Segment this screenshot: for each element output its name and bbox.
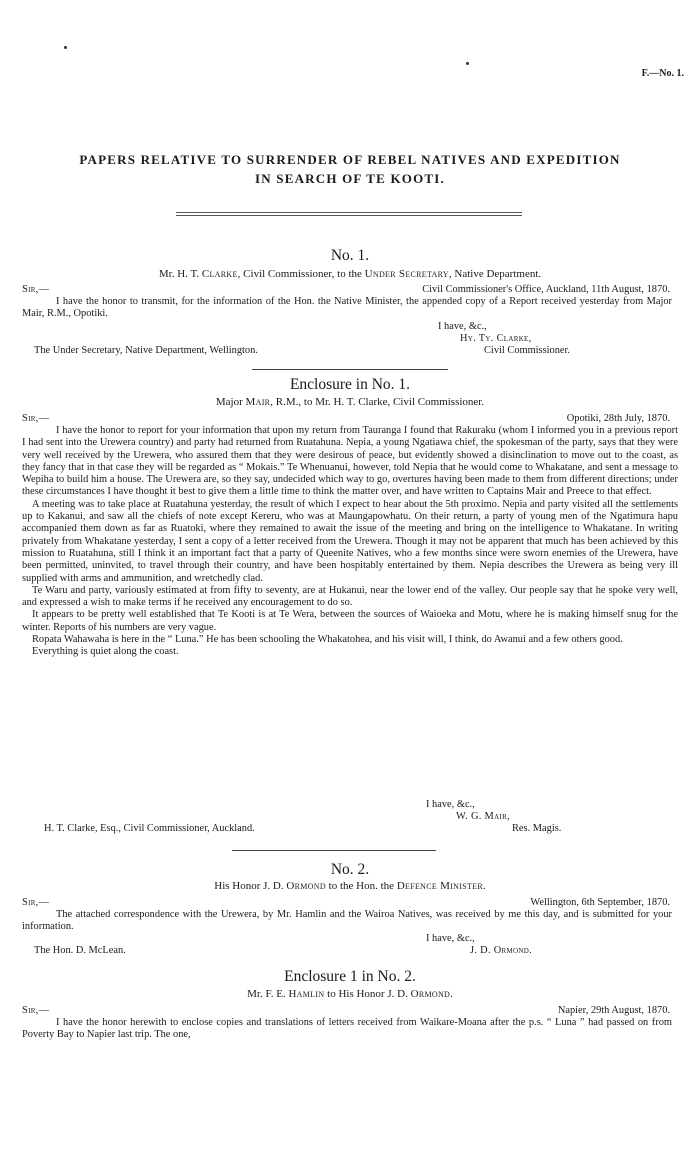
no2-signature: J. D. Ormond.	[470, 945, 532, 956]
no1-sign-title: Civil Commissioner.	[484, 345, 571, 356]
section-rule	[232, 850, 436, 851]
no1-from-line: Mr. H. T. Clarke, Civil Commissioner, to the Under Secretary, Native Department.	[158, 268, 542, 280]
no2-addressee: The Hon. D. McLean.	[34, 945, 126, 956]
no2-from-line: His Honor J. D. Ormond to the Hon. the Defence Minister.	[214, 880, 486, 892]
no1-salutation: Sir,—	[22, 284, 50, 295]
section-rule	[252, 369, 448, 370]
enc1-dateline: Opotiki, 28th July, 1870.	[566, 413, 670, 424]
title-line-1: PAPERS RELATIVE TO SURRENDER OF REBEL NATIVES AND EXPEDITION	[79, 152, 621, 167]
paragraph: Te Waru and party, variously estimated at from fifty to seventy, are at Hukanui, near the lower end of the valley. Our people say that he spoke very well, and expressed a wish to make terms if he received any encouragement to do so.	[22, 584, 678, 609]
no1-heading: No. 1.	[330, 247, 370, 264]
enc1-salutation: Sir,—	[22, 413, 50, 424]
paragraph: I have the honor to report for your information that upon my return from Tauranga I found that Rakuraku (whom I informed you in a previous report I had sent into the Urewera country) and party had returned from Ruatahuna. Nepia, a young Ngatiawa chief, the spokesman of the party, says that they were very well received by the Urewera, who assured them that they were desirous of peace, but evidently showed a disinclination to move out to the coast, as they fancy that in that case they will be regarded as “ Mokais.” Te Whenuanui, however, told Nepia that he would come to Whakatane, and sent a message to Wepiha to build him a house. The Urewera are, so they say, undecided which way to go, overtures having been made to them from different directions; under these circumstances I have thought it best to give them a little time to think the matter over, and have written to Captains Mair and Preece to that effect.	[22, 425, 678, 498]
no2-dateline: Wellington, 6th September, 1870.	[530, 897, 670, 908]
document-id: F.—No. 1.	[641, 68, 684, 79]
title-rule	[176, 212, 522, 216]
paragraph: Everything is quiet along the coast.	[32, 646, 179, 658]
no1-addressee: The Under Secretary, Native Department, Wellington.	[34, 345, 258, 356]
no2-salutation: Sir,—	[22, 897, 50, 908]
enc1-closing: I have, &c.,	[426, 799, 475, 810]
no2-heading: No. 2.	[330, 861, 370, 878]
no1-body: I have the honor to transmit, for the information of the Hon. the Native Minister, the appended copy of a Report received yesterday from Major Mair, R.M., Opotiki.	[22, 296, 672, 320]
paragraph: It appears to be pretty well established that Te Kooti is at Te Wera, between the sources of Waioeka and Motu, where he is making himself snug for the winter. Reports of his numbers are very vague.	[22, 609, 678, 633]
enc2-heading: Enclosure 1 in No. 2.	[284, 968, 416, 985]
page-title	[30, 150, 670, 188]
ink-speck	[466, 62, 469, 65]
enc1-addressee: H. T. Clarke, Esq., Civil Commissioner, Auckland.	[44, 823, 255, 834]
no1-closing: I have, &c.,	[438, 321, 487, 332]
no1-dateline: Civil Commissioner's Office, Auckland, 11th August, 1870.	[422, 284, 670, 295]
paragraph: A meeting was to take place at Ruatahuna yesterday, the result of which I expect to hear about the 5th proximo. Nepia and party visited all the settlements up to Kakanui, and saw all the chiefs of note except Kereru, who was at Maungapowhatu. On their return, a party of young men of the Ngatimura hapu accompanied them down as far as Ruatoki, where they remained to await the issue of the meeting and bring on the intelligence to Whakatane. In writing privately from Whakatane yesterday, I sent a copy of a letter received from the Urewera. Though it may not be apparent that much has been achieved by this mission to Ruatahuna, still I think it an important fact that a party of Queenite Natives, who a few months since were sworn enemies of the Urewera, have been permitted, uninvited, to travel through their country, and have been hospitably entertained by them. Nepia describes the Urewera as being very ill supplied with arms and ammunition, and wretchedly clad.	[22, 498, 678, 584]
enc1-body	[22, 425, 678, 659]
enc2-salutation: Sir,—	[22, 1005, 50, 1016]
enc2-body: I have the honor herewith to enclose copies and translations of letters received from Waikare-Moana after the p.s. “ Luna ” had passed on from Poverty Bay to Napier last trip. The one,	[22, 1017, 672, 1041]
no1-signature: Hy. Ty. Clarke,	[460, 333, 532, 344]
ink-speck	[64, 46, 67, 49]
title-line-2: IN SEARCH OF TE KOOTI.	[254, 171, 446, 186]
enc1-heading: Enclosure in No. 1.	[289, 376, 411, 393]
enc1-signature: W. G. Mair,	[456, 811, 510, 822]
enc2-dateline: Napier, 29th August, 1870.	[557, 1005, 670, 1016]
no2-closing: I have, &c.,	[426, 933, 475, 944]
enc1-from-line: Major Mair, R.M., to Mr. H. T. Clarke, Civil Commissioner.	[215, 396, 485, 408]
no2-body: The attached correspondence with the Urewera, by Mr. Hamlin and the Wairoa Natives, was received by me this day, and is submitted for your information.	[22, 909, 672, 933]
enc2-from-line: Mr. F. E. Hamlin to His Honor J. D. Ormond.	[247, 988, 453, 1000]
paragraph: Ropata Wahawaha is here in the “ Luna.” He has been schooling the Whakatohea, and his visit will, I think, do Awanui and a few others good.	[32, 634, 623, 646]
enc1-sign-title: Res. Magis.	[512, 823, 562, 834]
